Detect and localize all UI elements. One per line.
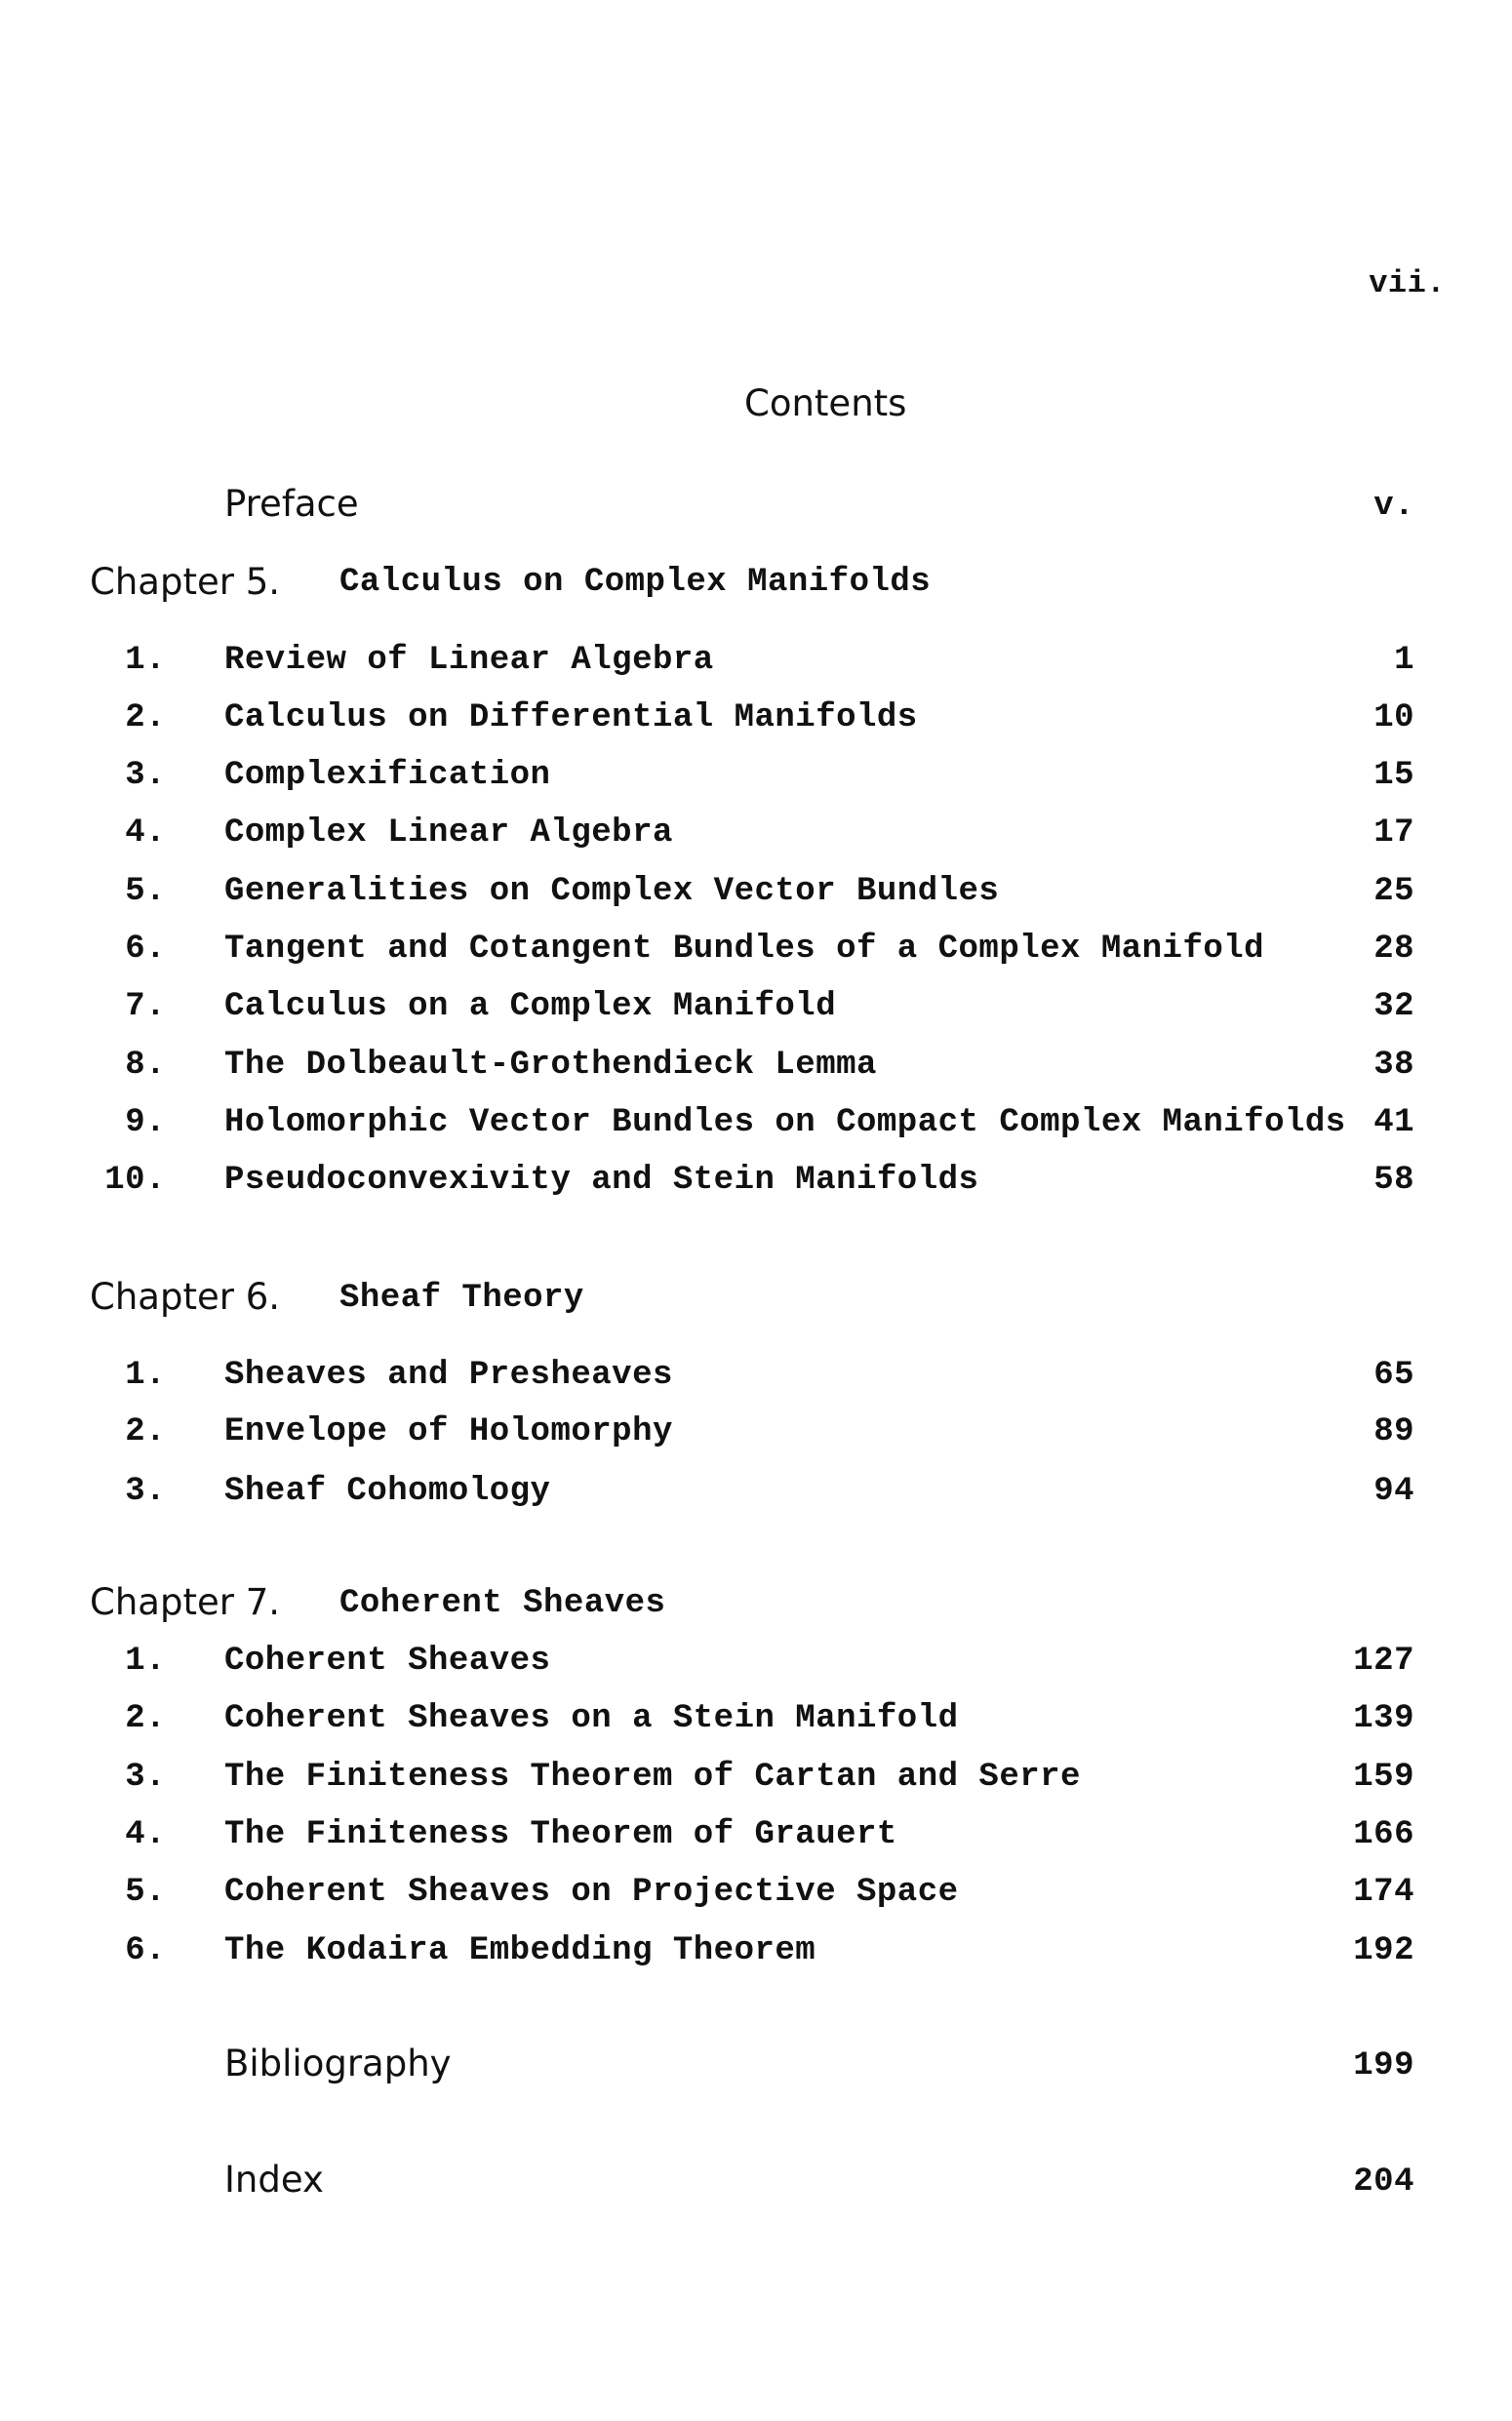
section-title: Envelope of Holomorphy: [224, 1413, 673, 1450]
toc-entry[interactable]: [0, 1932, 1512, 1981]
section-number: 2.: [125, 699, 166, 736]
section-number: 7.: [125, 988, 166, 1025]
section-number: 3.: [125, 757, 166, 794]
chapter-title: Calculus on Complex Manifolds: [339, 564, 932, 601]
toc-entry[interactable]: [0, 1759, 1512, 1807]
section-page: 192: [1353, 1932, 1414, 1969]
section-page: 1: [1394, 642, 1414, 679]
toc-entry[interactable]: [0, 1357, 1512, 1406]
section-page: 38: [1373, 1047, 1414, 1084]
index-label: Index: [224, 2159, 324, 2201]
index-page: 204: [1353, 2163, 1414, 2201]
toc-entry[interactable]: [0, 814, 1512, 863]
toc-entry[interactable]: [0, 1643, 1512, 1691]
section-title: Generalities on Complex Vector Bundles: [224, 873, 1000, 910]
section-number: 1.: [125, 1643, 166, 1680]
preface-page: v.: [1373, 488, 1414, 525]
section-page: 10: [1373, 699, 1414, 736]
section-page: 89: [1373, 1413, 1414, 1450]
toc-entry[interactable]: [0, 873, 1512, 922]
section-number: 8.: [125, 1047, 166, 1084]
section-number: 5.: [125, 873, 166, 910]
section-title: Sheaf Cohomology: [224, 1473, 551, 1510]
section-title: Coherent Sheaves on Projective Space: [224, 1874, 959, 1911]
toc-entry[interactable]: [0, 1047, 1512, 1095]
toc-entry[interactable]: [0, 699, 1512, 748]
section-number: 6.: [125, 1932, 166, 1969]
page-number: vii.: [1369, 265, 1446, 301]
toc-entry[interactable]: [0, 642, 1512, 691]
section-number: 1.: [125, 642, 166, 679]
toc-entry[interactable]: [0, 1874, 1512, 1923]
section-page: 174: [1353, 1874, 1414, 1911]
section-number: 6.: [125, 931, 166, 968]
chapter-title: Sheaf Theory: [339, 1280, 584, 1317]
section-title: The Dolbeault-Grothendieck Lemma: [224, 1047, 877, 1084]
section-title: Tangent and Cotangent Bundles of a Complex Manifold: [224, 931, 1265, 968]
toc-entry[interactable]: [0, 1816, 1512, 1865]
section-page: 127: [1353, 1643, 1414, 1680]
section-title: Calculus on Differential Manifolds: [224, 699, 918, 736]
section-number: 3.: [125, 1759, 166, 1796]
section-number: 1.: [125, 1357, 166, 1394]
section-title: Sheaves and Presheaves: [224, 1357, 673, 1394]
section-page: 159: [1353, 1759, 1414, 1796]
toc-entry[interactable]: [0, 1413, 1512, 1462]
section-page: 58: [1373, 1162, 1414, 1199]
section-page: 17: [1373, 814, 1414, 852]
section-title: Calculus on a Complex Manifold: [224, 988, 837, 1025]
chapter-label: Chapter 7.: [90, 1581, 280, 1623]
section-page: 25: [1373, 873, 1414, 910]
toc-entry[interactable]: [0, 1104, 1512, 1153]
toc-entry[interactable]: [0, 757, 1512, 806]
section-title: Complexification: [224, 757, 551, 794]
bibliography-page: 199: [1353, 2047, 1414, 2084]
section-page: 32: [1373, 988, 1414, 1025]
section-title: Coherent Sheaves: [224, 1643, 551, 1680]
preface-label: Preface: [224, 483, 359, 525]
chapter-title: Coherent Sheaves: [339, 1585, 666, 1622]
section-number: 2.: [125, 1413, 166, 1450]
section-number: 3.: [125, 1473, 166, 1510]
bibliography-label: Bibliography: [224, 2043, 452, 2084]
toc-entry[interactable]: [0, 1700, 1512, 1749]
section-number: 5.: [125, 1874, 166, 1911]
section-title: The Finiteness Theorem of Grauert: [224, 1816, 897, 1853]
section-page: 94: [1373, 1473, 1414, 1510]
section-title: Coherent Sheaves on a Stein Manifold: [224, 1700, 959, 1737]
section-title: The Finiteness Theorem of Cartan and Serre: [224, 1759, 1081, 1796]
section-title: Complex Linear Algebra: [224, 814, 673, 852]
section-page: 28: [1373, 931, 1414, 968]
section-number: 4.: [125, 814, 166, 852]
section-number: 2.: [125, 1700, 166, 1737]
chapter-label: Chapter 5.: [90, 561, 280, 603]
toc-entry[interactable]: [0, 931, 1512, 979]
section-title: Pseudoconvexivity and Stein Manifolds: [224, 1162, 979, 1199]
section-title: Holomorphic Vector Bundles on Compact Complex Manifolds: [224, 1104, 1346, 1141]
section-number: 4.: [125, 1816, 166, 1853]
toc-entry[interactable]: [0, 988, 1512, 1037]
chapter-label: Chapter 6.: [90, 1276, 280, 1318]
section-number: 9.: [125, 1104, 166, 1141]
section-page: 41: [1373, 1104, 1414, 1141]
page-title: Contents: [744, 382, 907, 424]
section-number: 10.: [104, 1162, 166, 1199]
section-page: 65: [1373, 1357, 1414, 1394]
toc-entry[interactable]: [0, 1162, 1512, 1210]
toc-entry[interactable]: [0, 1473, 1512, 1522]
section-page: 139: [1353, 1700, 1414, 1737]
section-page: 166: [1353, 1816, 1414, 1853]
section-page: 15: [1373, 757, 1414, 794]
section-title: The Kodaira Embedding Theorem: [224, 1932, 816, 1969]
section-title: Review of Linear Algebra: [224, 642, 714, 679]
